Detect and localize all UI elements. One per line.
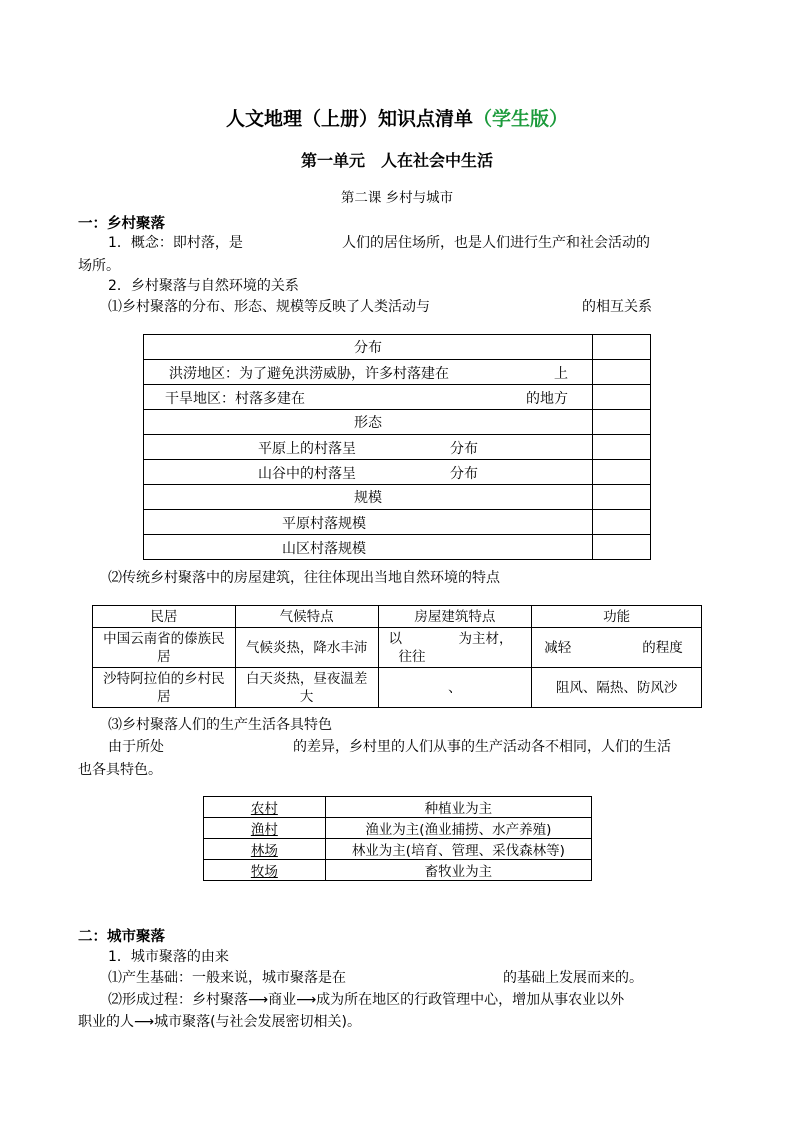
table-cell: 气候炎热，降水丰沛: [235, 628, 378, 668]
lifestyle-point: ⑶乡村聚落人们的生产生活各具特色: [108, 717, 332, 733]
table-cell: 的程度: [642, 640, 683, 656]
distribution-table: [143, 334, 651, 560]
table-cell: 平原上的村落呈: [258, 441, 356, 457]
lifestyle-line-c: 也各具特色。: [78, 762, 162, 778]
table-cell: 渔业为主(渔业捕捞、水产养殖): [325, 818, 591, 839]
urban-basis-b: 的基础上发展而来的。: [503, 970, 643, 986]
table-cell: 分布: [450, 466, 478, 482]
table-cell: 山谷中的村落呈: [258, 466, 356, 482]
urban-process-b: 职业的人⟶城市聚落(与社会发展密切相关)。: [78, 1014, 361, 1030]
concept-line-b: 人们的居住场所，也是人们进行生产和社会活动的: [342, 235, 650, 251]
table-cell: 以: [388, 631, 403, 647]
table-cell: 洪涝地区：为了避免洪涝威胁，许多村落建在: [169, 366, 449, 382]
table-row: [144, 335, 651, 360]
urban-process-a: ⑵形成过程：乡村聚落⟶商业⟶成为所在地区的行政管理中心，增加从事农业以外: [108, 992, 625, 1008]
table-row: [144, 435, 651, 460]
table-row: [144, 485, 651, 510]
document-title: 人文地理（上册）知识点清单（学生版）: [225, 108, 569, 130]
table-cell: 为主材，: [458, 631, 513, 647]
table-row: [144, 510, 651, 535]
table-cell: 减轻: [544, 640, 572, 656]
table-cell: 种植业为主: [325, 797, 591, 818]
lesson-heading: 第二课 乡村与城市: [340, 190, 454, 206]
table-cell: 阻风、隔热、防风沙: [532, 668, 702, 708]
lifestyle-line-a: 由于所处: [108, 739, 164, 755]
table-cell: 牧场: [204, 860, 326, 881]
concept-line-a: 1．概念：即村落，是: [108, 235, 243, 251]
table-row: [204, 839, 592, 860]
table-header: 功能: [532, 606, 702, 628]
section-heading-rural: 一：乡村聚落: [78, 216, 165, 232]
lifestyle-line-b: 的差异，乡村里的人们从事的生产活动各不相同，人们的生活: [293, 739, 671, 755]
urban-basis-a: ⑴产生基础：一般来说，城市聚落是在: [108, 970, 346, 986]
relation-point-1b: 的相互关系: [582, 299, 652, 315]
settlement-type-table: [203, 796, 592, 881]
relation-heading: 2．乡村聚落与自然环境的关系: [108, 278, 299, 294]
table-row: [144, 360, 651, 385]
concept-line-c: 场所。: [78, 258, 120, 274]
table-cell: 农村: [204, 797, 326, 818]
table-cell: 的地方: [526, 391, 568, 407]
table-cell: 林业为主(培育、管理、采伐森林等): [325, 839, 591, 860]
table-row: [204, 797, 592, 818]
table-cell: 、: [378, 668, 532, 708]
table-cell: 畜牧业为主: [325, 860, 591, 881]
table-cell: 上: [554, 366, 568, 382]
table-cell: 渔村: [204, 818, 326, 839]
edition-tag: （学生版）: [473, 108, 569, 130]
table-row: [204, 818, 592, 839]
unit-heading: 第一单元 人在社会中生活: [300, 151, 493, 170]
table-cell: 规模: [144, 485, 593, 510]
table-cell: 沙特阿拉伯的乡村民居: [93, 668, 236, 708]
section-heading-urban: 二：城市聚落: [78, 929, 165, 945]
table-row: [204, 860, 592, 881]
table-cell: 干旱地区：村落多建在: [165, 391, 305, 407]
table-cell: 形态: [144, 410, 593, 435]
table-cell: 往往: [398, 649, 426, 665]
table-cell: 山区村落规模: [282, 541, 366, 557]
table-header: 民居: [93, 606, 236, 628]
table-cell: 分布: [450, 441, 478, 457]
table-cell: 白天炎热，昼夜温差大: [235, 668, 378, 708]
table-cell: 林场: [204, 839, 326, 860]
table-row: [93, 606, 702, 628]
table-cell: 中国云南省的傣族民居: [93, 628, 236, 668]
table-cell: 平原村落规模: [282, 516, 366, 532]
table-cell: 分布: [144, 335, 593, 360]
table-row: [144, 410, 651, 435]
table-row: [93, 628, 702, 668]
dwelling-table: [92, 605, 702, 708]
table-header: 房屋建筑特点: [378, 606, 532, 628]
relation-point-1a: ⑴乡村聚落的分布、形态、规模等反映了人类活动与: [108, 299, 430, 315]
table-row: [93, 668, 702, 708]
table-row: [144, 460, 651, 485]
table-row: [144, 385, 651, 410]
housing-point: ⑵传统乡村聚落中的房屋建筑，往往体现出当地自然环境的特点: [108, 570, 500, 586]
urban-origin-heading: 1．城市聚落的由来: [108, 949, 229, 965]
table-header: 气候特点: [235, 606, 378, 628]
table-row: [144, 535, 651, 560]
